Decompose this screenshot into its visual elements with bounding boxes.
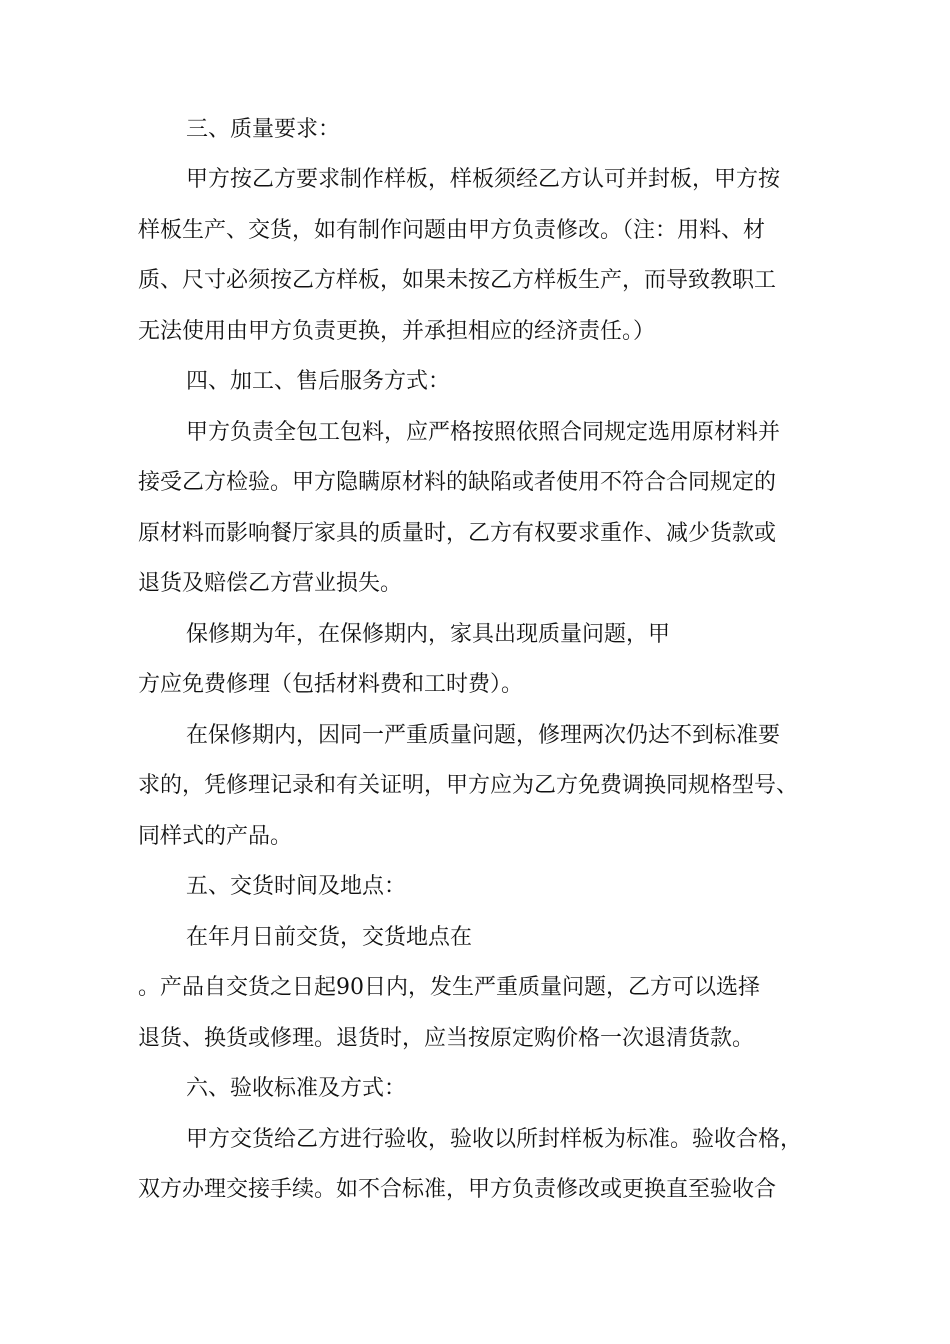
paragraph-line: 求的，凭修理记录和有关证明，甲方应为乙方免费调换同规格型号、 (138, 773, 799, 798)
paragraph-line: 质、尺寸必须按乙方样板，如果未按乙方样板生产，而导致教职工 (138, 268, 777, 293)
paragraph-line: 退货及赔偿乙方营业损失。 (138, 571, 403, 596)
paragraph-line: 甲方交货给乙方进行验收，验收以所封样板为标准。验收合格， (186, 1127, 803, 1152)
paragraph-line: 在保修期内，因同一严重质量问题，修理两次仍达不到标准要 (186, 723, 781, 748)
paragraph-line: 在年月日前交货，交货地点在 (186, 925, 473, 950)
paragraph-line: 原材料而影响餐厅家具的质量时，乙方有权要求重作、减少货款或 (138, 521, 777, 546)
section-heading-acceptance: 六、验收标准及方式： (186, 1076, 407, 1101)
paragraph-line: 。产品自交货之日起90日内，发生严重质量问题，乙方可以选择 (138, 975, 760, 1000)
paragraph-line: 甲方负责全包工包料，应严格按照依照合同规定选用原材料并 (186, 420, 781, 445)
section-heading-delivery: 五、交货时间及地点： (186, 874, 407, 899)
paragraph-line: 方应免费修理（包括材料费和工时费）。 (138, 672, 524, 697)
paragraph-line: 甲方按乙方要求制作样板，样板须经乙方认可并封板，甲方按 (186, 167, 781, 192)
section-heading-service: 四、加工、售后服务方式： (186, 369, 451, 394)
paragraph-line: 接受乙方检验。甲方隐瞒原材料的缺陷或者使用不符合合同规定的 (138, 470, 777, 495)
section-heading-quality: 三、质量要求： (186, 117, 341, 142)
paragraph-line: 保修期为年，在保修期内，家具出现质量问题，甲 (186, 622, 671, 647)
paragraph-line: 样板生产、交货，如有制作问题由甲方负责修改。（注：用料、材 (138, 218, 766, 243)
paragraph-line: 退货、换货或修理。退货时，应当按原定购价格一次退清货款。 (138, 1026, 755, 1051)
paragraph-line: 双方办理交接手续。如不合标准，甲方负责修改或更换直至验收合 (138, 1177, 777, 1202)
paragraph-line: 无法使用由甲方负责更换，并承担相应的经济责任。） (138, 319, 656, 344)
paragraph-line: 同样式的产品。 (138, 824, 293, 849)
